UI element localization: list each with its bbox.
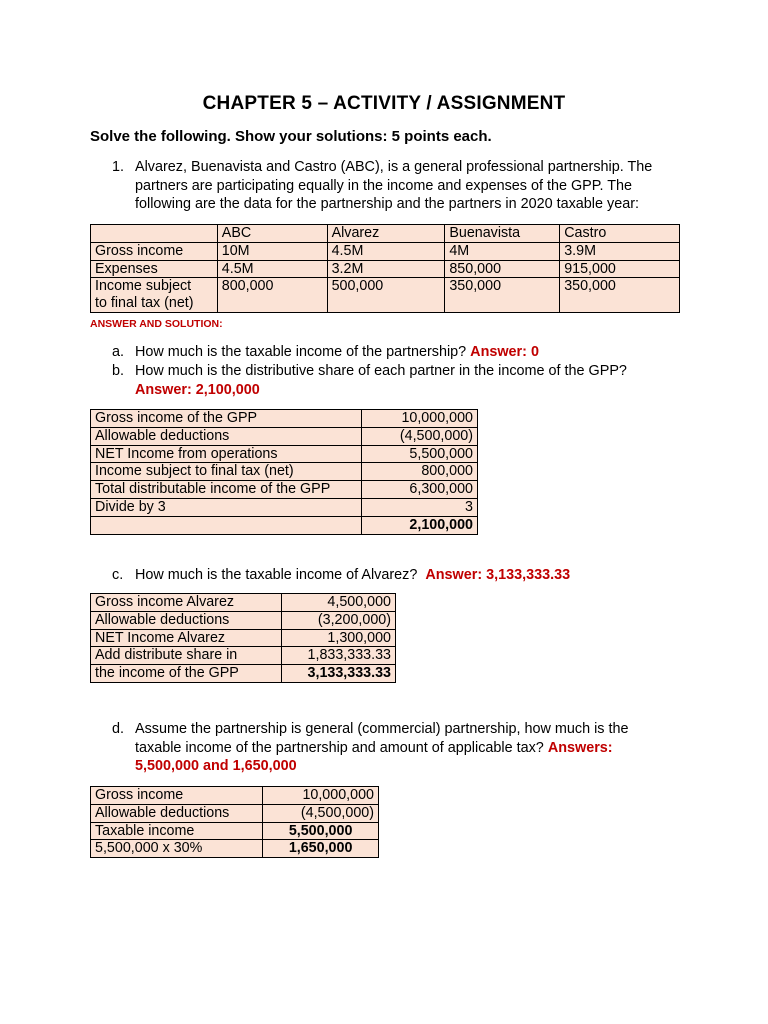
- table-cell: 850,000: [445, 260, 560, 278]
- table-row: [91, 629, 396, 647]
- table-cell: 350,000: [560, 278, 680, 313]
- table-header-abc: ABC: [217, 225, 327, 243]
- answer-label: Answers:: [547, 739, 613, 756]
- table-cell: Expenses: [91, 260, 218, 278]
- table-cell: 5,500,000: [362, 445, 478, 463]
- table-cell: 10M: [217, 242, 327, 260]
- table-row: [91, 410, 478, 428]
- table-cell: 1,833,333.33: [282, 647, 396, 665]
- question-text: How much is the taxable income of Alvarez?: [135, 567, 418, 583]
- table-row: [91, 665, 396, 683]
- question-number: 1.: [112, 159, 125, 175]
- table-cell: Gross income Alvarez: [91, 594, 282, 612]
- table-cell: 500,000: [327, 278, 445, 313]
- table-cell: 5,500,000: [263, 822, 379, 840]
- table-cell: (4,500,000): [263, 804, 379, 822]
- question-text: How much is the taxable income of the partnership?: [135, 344, 467, 360]
- table-header-castro: Castro: [560, 225, 680, 243]
- table-cell: Allowable deductions: [91, 611, 282, 629]
- table-row: [91, 516, 478, 534]
- table-row: [91, 498, 478, 516]
- answer-text: Answer: 3,133,333.33: [425, 567, 571, 583]
- question-line: Alvarez, Buenavista and Castro (ABC), is a general professional partnership. The: [135, 159, 653, 175]
- table-cell: 1,300,000: [282, 629, 396, 647]
- instructions: Solve the following. Show your solutions: 5 points each.: [90, 128, 492, 145]
- table-cell: 1,650,000: [263, 840, 379, 858]
- question-letter: c.: [112, 567, 124, 583]
- distributive-share-table: [90, 409, 478, 535]
- table-header-row: [91, 225, 680, 243]
- table-row: [91, 445, 478, 463]
- table-header-alvarez: Alvarez: [327, 225, 445, 243]
- table-row: [91, 787, 379, 805]
- table-cell: [91, 516, 362, 534]
- table-cell: Gross income: [91, 242, 218, 260]
- table-row: [91, 611, 396, 629]
- table-header-buenavista: Buenavista: [445, 225, 560, 243]
- question-text: Assume the partnership is general (commercial) partnership, how much is the: [135, 721, 629, 737]
- question-letter: a.: [112, 344, 125, 360]
- table-row: [91, 594, 396, 612]
- answer-text: 5,500,000 and 1,650,000: [135, 758, 297, 774]
- table-cell: NET Income Alvarez: [91, 629, 282, 647]
- table-cell: NET Income from operations: [91, 445, 362, 463]
- table-cell: 10,000,000: [362, 410, 478, 428]
- table-cell: 915,000: [560, 260, 680, 278]
- table-cell: Gross income: [91, 787, 263, 805]
- table-row: [91, 804, 379, 822]
- cell-line: Income subject: [95, 278, 192, 295]
- table-cell: Income subject to final tax (net): [91, 463, 362, 481]
- table-cell: 350,000: [445, 278, 560, 313]
- question-1: [112, 158, 692, 214]
- table-cell: 4.5M: [217, 260, 327, 278]
- question-c: [112, 566, 672, 585]
- question-a: [112, 343, 672, 362]
- question-text: taxable income of the partnership and amount of applicable tax?: [135, 739, 544, 756]
- question-d: [112, 720, 672, 776]
- table-cell: (3,200,000): [282, 611, 396, 629]
- table-cell: 2,100,000: [362, 516, 478, 534]
- page-title: CHAPTER 5 – ACTIVITY / ASSIGNMENT: [202, 93, 566, 114]
- question-text: How much is the distributive share of each partner in the income of the GPP?: [135, 363, 627, 379]
- answer-text: Answer: 2,100,000: [135, 381, 260, 398]
- table-row: [91, 242, 680, 260]
- table-cell: Taxable income: [91, 822, 263, 840]
- table-row: [91, 822, 379, 840]
- table-cell: 3.9M: [560, 242, 680, 260]
- table-row: [91, 463, 478, 481]
- cell-line: to final tax (net): [95, 295, 194, 312]
- table-row: [91, 260, 680, 278]
- table-cell: 10,000,000: [263, 787, 379, 805]
- table-cell: 3: [362, 498, 478, 516]
- table-cell: [91, 225, 218, 243]
- table-cell: 3.2M: [327, 260, 445, 278]
- table-cell: 800,000: [217, 278, 327, 313]
- table-cell: 6,300,000: [362, 481, 478, 499]
- table-cell: Divide by 3: [91, 498, 362, 516]
- answer-text: Answer: 0: [470, 344, 539, 360]
- partnership-data-table: [90, 224, 680, 313]
- table-cell: Total distributable income of the GPP: [91, 481, 362, 499]
- question-line: partners are participating equally in the income and expenses of the GPP. The: [135, 177, 633, 194]
- table-row: [91, 481, 478, 499]
- table-cell: [91, 278, 218, 313]
- answer-heading: ANSWER AND SOLUTION:: [90, 318, 223, 330]
- question-letter: d.: [112, 721, 125, 737]
- table-cell: Add distribute share in: [91, 647, 282, 665]
- table-cell: Allowable deductions: [91, 804, 263, 822]
- question-line: following are the data for the partnership and the partners in 2020 taxable year:: [135, 196, 639, 212]
- table-row: [91, 427, 478, 445]
- table-cell: 4M: [445, 242, 560, 260]
- table-cell: 800,000: [362, 463, 478, 481]
- question-b: [112, 362, 672, 399]
- table-row: [91, 840, 379, 858]
- table-cell: Gross income of the GPP: [91, 410, 362, 428]
- table-cell: 3,133,333.33: [282, 665, 396, 683]
- table-row: [91, 278, 680, 313]
- table-cell: (4,500,000): [362, 427, 478, 445]
- table-cell: Allowable deductions: [91, 427, 362, 445]
- table-cell: 5,500,000 x 30%: [91, 840, 263, 858]
- question-letter: b.: [112, 363, 125, 379]
- table-cell: 4,500,000: [282, 594, 396, 612]
- table-cell: 4.5M: [327, 242, 445, 260]
- alvarez-income-table: [90, 593, 396, 683]
- table-cell: the income of the GPP: [91, 665, 282, 683]
- commercial-partnership-table: [90, 786, 379, 858]
- table-row: [91, 647, 396, 665]
